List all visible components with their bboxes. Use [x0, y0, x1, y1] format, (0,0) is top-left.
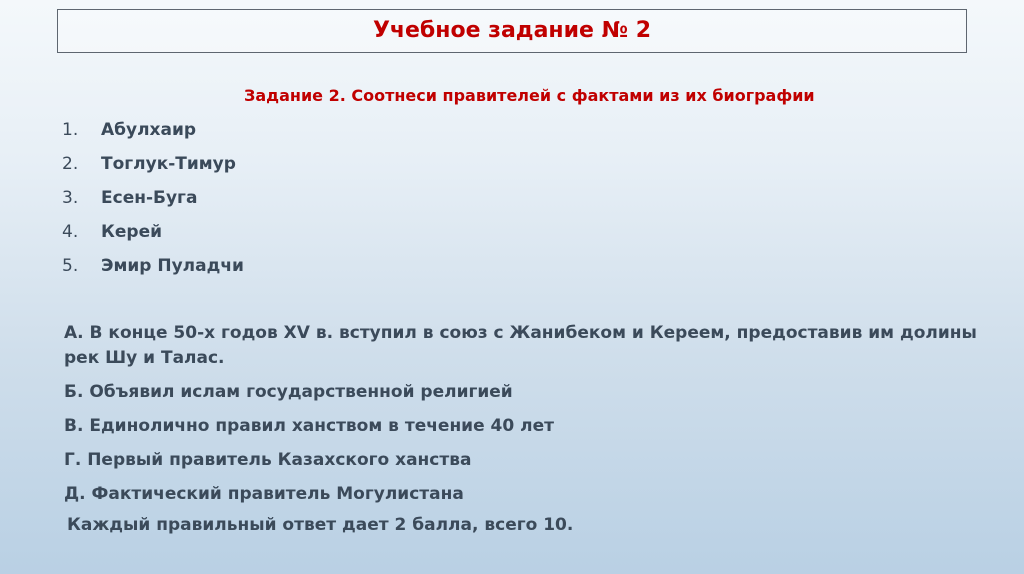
ruler-number: 1. — [62, 120, 79, 140]
task-heading: Задание 2. Соотнеси правителей с фактами из их биографии — [244, 86, 815, 105]
ruler-item — [62, 255, 244, 289]
fact-item: А. В конце 50-х годов XV в. вступил в союз с Жанибеком и Кереем, предоставив им долины рек Шу и Талас. — [64, 323, 977, 368]
ruler-item — [62, 221, 244, 255]
ruler-name: Тоглук-Тимур — [101, 154, 236, 174]
ruler-number: 2. — [62, 154, 79, 174]
ruler-item — [62, 153, 244, 187]
fact-item: Б. Объявил ислам государственной религией — [64, 382, 513, 402]
ruler-number: 5. — [62, 256, 79, 276]
ruler-item — [62, 119, 244, 153]
ruler-name: Есен-Буга — [101, 188, 198, 208]
ruler-item — [62, 187, 244, 221]
fact-item: Г. Первый правитель Казахского ханства — [64, 450, 472, 470]
fact-item: Д. Фактический правитель Могулистана — [64, 484, 464, 504]
ruler-name: Абулхаир — [101, 120, 197, 140]
ruler-name: Керей — [101, 222, 163, 242]
title-box — [57, 9, 967, 53]
facts-list — [64, 321, 1004, 516]
ruler-number: 3. — [62, 188, 79, 208]
rulers-list — [62, 119, 244, 289]
ruler-number: 4. — [62, 222, 79, 242]
ruler-name: Эмир Пуладчи — [101, 256, 244, 276]
fact-item: В. Единолично правил ханством в течение 40 лет — [64, 416, 554, 436]
scoring-note: Каждый правильный ответ дает 2 балла, всего 10. — [67, 515, 574, 535]
slide-title: Учебное задание № 2 — [372, 18, 652, 43]
